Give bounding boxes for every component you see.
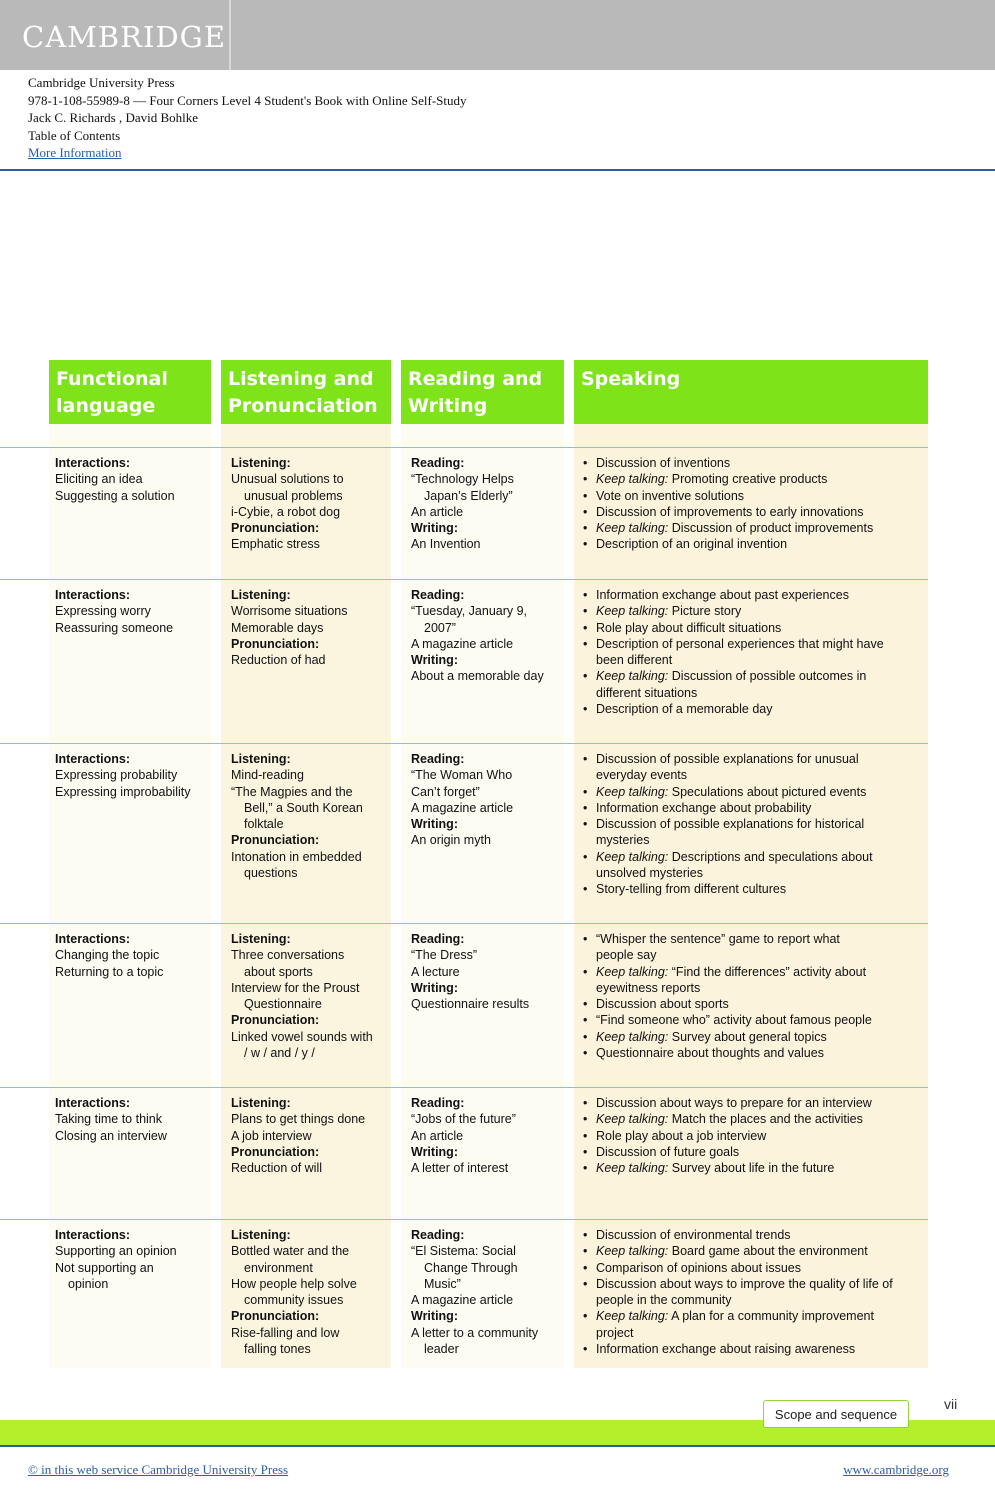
cell-heading: Writing:: [411, 980, 458, 995]
keep-talking-label: Keep talking:: [596, 1244, 669, 1259]
row6-speaking: [581, 1227, 893, 1357]
item-text: Questionnaire about thoughts and values: [596, 1046, 824, 1061]
item-text: Discussion of product improvements: [671, 521, 874, 536]
bullet-item: [581, 1260, 893, 1276]
cell-line: “The Dress”: [411, 948, 477, 963]
cell-line: “Technology Helps: [411, 472, 514, 487]
cell-heading: Listening:: [231, 588, 291, 602]
cell-line: Taking time to think: [55, 1112, 162, 1127]
item-text: Role play about difficult situations: [596, 620, 782, 635]
cell-line: A lecture: [411, 964, 460, 979]
row-divider: [0, 447, 928, 448]
item-text: Discussion about sports: [596, 997, 729, 1012]
header-speaking: [574, 360, 928, 424]
item-text: Descriptions and speculations about: [671, 849, 873, 864]
row3-functional: [55, 751, 190, 800]
logo-box: [0, 0, 231, 70]
item-text: “Find someone who” activity about famous people: [596, 1013, 872, 1028]
copyright-link[interactable]: © in this web service Cambridge University Press: [28, 1462, 289, 1477]
row5-functional: [55, 1095, 167, 1144]
row2-listening: [231, 587, 347, 668]
cell-heading: Interactions:: [55, 932, 131, 946]
bullet-item: [581, 488, 873, 504]
row3-speaking: [581, 751, 873, 898]
header-line: Writing: [408, 395, 488, 417]
authors: Jack C. Richards , David Bohlke: [28, 110, 199, 125]
item-continuation: mysteries: [596, 833, 650, 848]
cell-line: “Tuesday, January 9,: [411, 604, 528, 619]
cell-line: falling tones: [244, 1342, 311, 1357]
item-text: Discussion about ways to improve the quality of life of: [596, 1276, 893, 1291]
row2-reading: [411, 587, 544, 685]
cell-heading: Listening:: [231, 752, 291, 766]
bullet-item: [581, 668, 884, 684]
cell-heading: Pronunciation:: [231, 833, 320, 848]
cell-line: Eliciting an idea: [55, 472, 143, 487]
row-divider: [0, 743, 928, 744]
item-text: Speculations about pictured events: [671, 784, 867, 799]
header-listening-pronunciation: [221, 360, 391, 424]
cell-heading: Reading:: [411, 588, 465, 602]
cell-heading: Pronunciation:: [231, 1144, 320, 1159]
bullet-item: [581, 1243, 893, 1259]
item-text: Promoting creative products: [671, 472, 828, 487]
bullet-item: [581, 620, 884, 636]
bullet-item: [581, 455, 873, 471]
bullet-item: [581, 964, 872, 980]
bullet-item: [581, 1029, 872, 1045]
keep-talking-label: Keep talking:: [596, 1309, 669, 1324]
cell-line: Intonation in embedded: [231, 849, 362, 864]
item-text: Survey about life in the future: [671, 1161, 835, 1176]
cell-line: Supporting an opinion: [55, 1244, 177, 1259]
item-text: A plan for a community improvement: [671, 1309, 874, 1324]
header-functional-language: [49, 360, 211, 424]
item-text: Picture story: [671, 604, 742, 619]
cell-line: Reduction of had: [231, 653, 326, 668]
bullet-item: [581, 881, 873, 897]
item-text: Description of personal experiences that might have: [596, 636, 884, 651]
cell-line: Three conversations: [231, 948, 345, 963]
cell-heading: Pronunciation:: [231, 1013, 320, 1028]
header-line: Pronunciation: [228, 395, 378, 417]
cell-line: Questionnaire: [244, 997, 322, 1012]
bullet-item: [581, 701, 884, 717]
bullet-item: [581, 800, 873, 816]
cell-line: Can’t forget”: [411, 784, 480, 799]
item-text: Discussion of possible explanations for historical: [596, 817, 865, 832]
item-text: Information exchange about raising awareness: [596, 1342, 856, 1357]
row2-functional: [55, 587, 173, 636]
row4-reading: [411, 931, 529, 1012]
bullet-item: [581, 1045, 872, 1061]
row5-speaking: [581, 1095, 872, 1176]
cell-line: Questionnaire results: [411, 997, 530, 1012]
row4-speaking: [581, 931, 872, 1061]
more-information-link[interactable]: More Information: [28, 145, 122, 160]
cell-line: Rise-falling and low: [231, 1325, 340, 1340]
cell-line: An origin myth: [411, 833, 491, 848]
top-bar: [0, 0, 995, 70]
bullet-item: [581, 1341, 893, 1357]
row4-listening: [231, 931, 373, 1061]
cell-line: A job interview: [231, 1128, 312, 1143]
row5-listening: [231, 1095, 365, 1176]
cell-line: A letter of interest: [411, 1161, 509, 1176]
cell-line: Reassuring someone: [55, 620, 174, 635]
cell-line: Bell,” a South Korean: [244, 800, 363, 815]
cell-line: Changing the topic: [55, 948, 160, 963]
item-continuation: people in the community: [596, 1293, 732, 1308]
keep-talking-label: Keep talking:: [596, 964, 669, 979]
cell-heading: Interactions:: [55, 1228, 131, 1242]
bullet-item: [581, 536, 873, 552]
cell-line: About a memorable day: [411, 669, 544, 684]
row1-reading: [411, 455, 514, 553]
cell-line: Expressing improbability: [55, 784, 191, 799]
item-text: Discussion of possible outcomes in: [671, 669, 867, 684]
item-continuation: different situations: [596, 685, 698, 700]
cell-line: leader: [424, 1342, 459, 1357]
bullet-item: [581, 1160, 872, 1176]
cell-line: A magazine article: [411, 1293, 514, 1308]
cell-heading: Writing:: [411, 1309, 458, 1324]
item-text: Information exchange about past experiences: [596, 588, 849, 602]
item-text: Discussion of environmental trends: [596, 1228, 791, 1242]
cell-line: Emphatic stress: [231, 537, 320, 552]
item-continuation: been different: [596, 653, 673, 668]
keep-talking-label: Keep talking:: [596, 784, 669, 799]
cell-line: community issues: [244, 1293, 344, 1308]
item-text: Discussion about ways to prepare for an interview: [596, 1096, 872, 1110]
cell-line: A magazine article: [411, 636, 514, 651]
cell-heading: Listening:: [231, 456, 291, 470]
bullet-item: [581, 1111, 872, 1127]
cell-line: An Invention: [411, 537, 481, 552]
bullet-item: [581, 587, 884, 603]
cell-line: 2007”: [424, 620, 456, 635]
cell-line: Interview for the Proust: [231, 980, 360, 995]
isbn-title: 978-1-108-55989-8 — Four Corners Level 4 Student's Book with Online Self-Study: [28, 92, 467, 108]
cambridge-logo: CAMBRIDGE: [22, 20, 227, 54]
bullet-item: [581, 603, 884, 619]
cell-heading: Writing:: [411, 1144, 458, 1159]
bullet-item: [581, 751, 873, 767]
cell-line: How people help solve: [231, 1276, 357, 1291]
cell-line: A magazine article: [411, 800, 514, 815]
keep-talking-label: Keep talking:: [596, 1161, 669, 1176]
row6-listening: [231, 1227, 357, 1357]
bullet-item: [581, 931, 872, 947]
row1-functional: [55, 455, 175, 504]
cell-heading: Pronunciation:: [231, 1309, 320, 1324]
bullet-item: [581, 996, 872, 1012]
cell-heading: Reading:: [411, 456, 465, 470]
keep-talking-label: Keep talking:: [596, 669, 669, 684]
header-reading-writing: [401, 360, 564, 424]
cell-heading: Writing:: [411, 817, 458, 832]
item-text: Discussion of improvements to early innovations: [596, 504, 864, 519]
cell-line: i-Cybie, a robot dog: [231, 504, 341, 519]
cell-heading: Reading:: [411, 932, 465, 946]
keep-talking-label: Keep talking:: [596, 1112, 669, 1127]
header-line: Reading and: [408, 368, 543, 390]
header-line: language: [56, 395, 156, 417]
book-metadata: [28, 74, 467, 162]
item-text: Discussion of possible explanations for unusual: [596, 752, 859, 766]
cell-line: “The Woman Who: [411, 768, 513, 783]
cell-line: environment: [244, 1260, 313, 1275]
cell-heading: Interactions:: [55, 588, 131, 602]
cell-line: “The Magpies and the: [231, 784, 353, 799]
bullet-item: [581, 504, 873, 520]
item-text: Discussion of future goals: [596, 1144, 740, 1159]
bullet-item: [581, 816, 873, 832]
bullet-item: [581, 636, 884, 652]
item-text: Information exchange about probability: [596, 800, 812, 815]
item-continuation: eyewitness reports: [596, 980, 701, 995]
bullet-item: [581, 1227, 893, 1243]
bullet-item: [581, 1308, 893, 1324]
item-continuation: project: [596, 1325, 634, 1340]
cell-line: Bottled water and the: [231, 1244, 350, 1259]
row6-reading: [411, 1227, 538, 1357]
bullet-item: [581, 1012, 872, 1028]
item-continuation: everyday events: [596, 768, 688, 783]
cell-line: Linked vowel sounds with: [231, 1029, 373, 1044]
cell-line: Plans to get things done: [231, 1112, 366, 1127]
row-divider: [0, 1219, 928, 1220]
item-text: Discussion of inventions: [596, 456, 731, 470]
header-line: Speaking: [581, 368, 681, 390]
bullet-item: [581, 1144, 872, 1160]
cell-line: Unusual solutions to: [231, 472, 344, 487]
keep-talking-label: Keep talking:: [596, 521, 669, 536]
footer-divider: [0, 1445, 995, 1447]
cell-line: Returning to a topic: [55, 964, 164, 979]
cell-line: folktale: [244, 817, 284, 832]
row4-functional: [55, 931, 163, 980]
item-text: Match the places and the activities: [671, 1112, 863, 1127]
item-text: Role play about a job interview: [596, 1128, 767, 1143]
bullet-item: [581, 849, 873, 865]
cell-line: Expressing worry: [55, 604, 151, 619]
row-divider: [0, 1087, 928, 1088]
cell-line: An article: [411, 504, 464, 519]
bullet-item: [581, 784, 873, 800]
cambridge-site-link[interactable]: www.cambridge.org: [843, 1462, 949, 1477]
cell-line: Mind-reading: [231, 768, 304, 783]
cell-heading: Reading:: [411, 1228, 465, 1242]
cell-heading: Listening:: [231, 1228, 291, 1242]
cell-line: Japan’s Elderly”: [424, 488, 513, 503]
cell-heading: Interactions:: [55, 456, 131, 470]
bullet-item: [581, 471, 873, 487]
cell-heading: Interactions:: [55, 752, 131, 766]
section-label: Table of Contents: [28, 127, 121, 143]
row6-functional: [55, 1227, 177, 1292]
keep-talking-label: Keep talking:: [596, 604, 669, 619]
cell-line: “El Sistema: Social: [411, 1244, 516, 1259]
cell-line: questions: [244, 866, 298, 881]
row1-listening: [231, 455, 344, 553]
row-divider: [0, 579, 928, 580]
item-continuation: people say: [596, 948, 657, 963]
bullet-item: [581, 1276, 893, 1292]
publisher: Cambridge University Press: [28, 75, 175, 90]
cell-line: Closing an interview: [55, 1128, 167, 1143]
row2-speaking: [581, 587, 884, 717]
cell-line: Suggesting a solution: [55, 488, 175, 503]
row3-reading: [411, 751, 513, 849]
item-text: “Find the differences” activity about: [671, 964, 867, 979]
item-text: “Whisper the sentence” game to report what: [596, 932, 840, 946]
bullet-item: [581, 1095, 872, 1111]
cell-line: about sports: [244, 964, 313, 979]
keep-talking-label: Keep talking:: [596, 1029, 669, 1044]
cell-line: opinion: [68, 1276, 109, 1291]
scope-and-sequence-tab: Scope and sequence: [763, 1400, 909, 1428]
item-text: Vote on inventive solutions: [596, 488, 745, 503]
bullet-item: [581, 520, 873, 536]
item-text: Survey about general topics: [671, 1029, 827, 1044]
cell-line: unusual problems: [244, 488, 343, 503]
bullet-item: [581, 1128, 872, 1144]
cell-heading: Writing:: [411, 653, 458, 668]
cell-line: Not supporting an: [55, 1260, 154, 1275]
header-line: Listening and: [228, 368, 374, 390]
cell-line: An article: [411, 1128, 464, 1143]
header-divider: [0, 169, 995, 171]
cell-heading: Reading:: [411, 752, 465, 766]
cell-heading: Writing:: [411, 521, 458, 536]
cell-line: Expressing probability: [55, 768, 178, 783]
item-text: Description of a memorable day: [596, 702, 773, 717]
cell-line: Music”: [424, 1276, 461, 1291]
cell-heading: Interactions:: [55, 1096, 131, 1110]
row5-reading: [411, 1095, 516, 1176]
cell-line: “Jobs of the future”: [411, 1112, 516, 1127]
page-number: vii: [944, 1396, 958, 1412]
item-text: Description of an original invention: [596, 537, 788, 552]
cell-heading: Pronunciation:: [231, 521, 320, 536]
cell-heading: Listening:: [231, 1096, 291, 1110]
cell-line: Worrisome situations: [231, 604, 348, 619]
item-text: Board game about the environment: [671, 1244, 868, 1259]
cell-line: A letter to a community: [411, 1325, 539, 1340]
cell-line: Change Through: [424, 1260, 518, 1275]
cell-line: Memorable days: [231, 620, 324, 635]
row1-speaking: [581, 455, 873, 553]
row-divider: [0, 923, 928, 924]
item-text: Story-telling from different cultures: [596, 882, 787, 897]
cell-line: / w / and / y /: [244, 1046, 315, 1061]
item-continuation: unsolved mysteries: [596, 866, 703, 881]
keep-talking-label: Keep talking:: [596, 849, 669, 864]
cell-heading: Pronunciation:: [231, 636, 320, 651]
row3-listening: [231, 751, 363, 881]
item-text: Comparison of opinions about issues: [596, 1260, 801, 1275]
cell-heading: Listening:: [231, 932, 291, 946]
cell-heading: Reading:: [411, 1096, 465, 1110]
header-line: Functional: [56, 368, 168, 390]
keep-talking-label: Keep talking:: [596, 472, 669, 487]
cell-line: Reduction of will: [231, 1161, 323, 1176]
